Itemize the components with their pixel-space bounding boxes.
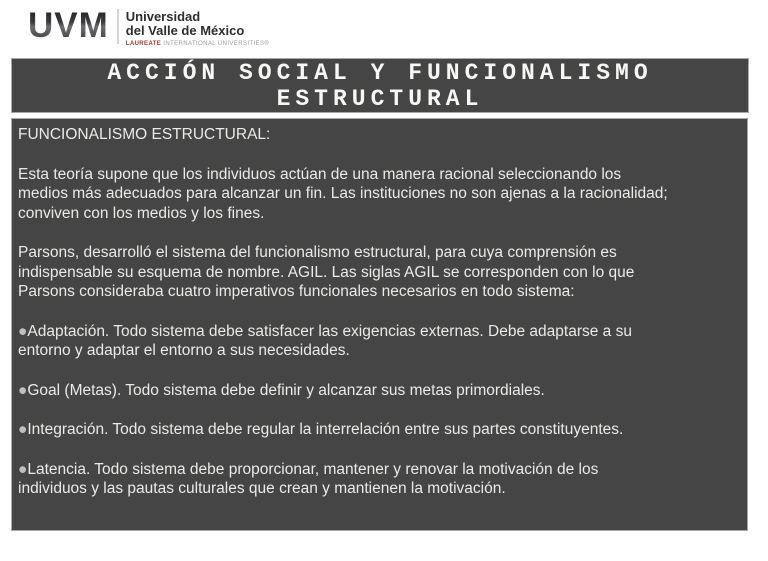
- university-name-line1: Universidad: [125, 9, 201, 24]
- uvm-logo-acronym: UVM: [28, 6, 109, 45]
- slide-title-bar: [11, 58, 749, 113]
- bullet-text: Adaptación. Todo sistema debe satisfacer las exigencias externas. Debe adaptarse a su: [27, 322, 632, 340]
- bullet-text: Latencia. Todo sistema debe proporcionar, mantener y renovar la motivación de los: [27, 460, 599, 478]
- slide-title-line2: ESTRUCTURAL: [276, 85, 484, 112]
- bullet-line: [18, 322, 739, 342]
- bullet-line: entorno y adaptar el entorno a sus necesidades.: [18, 342, 350, 359]
- bullet-text: Integración. Todo sistema debe regular la interrelación entre sus partes constituyentes.: [27, 421, 624, 438]
- bullet-line: [18, 381, 739, 401]
- paragraph-theory: [18, 165, 739, 224]
- text-line: conviven con los medios y los fines.: [18, 204, 265, 222]
- university-name-block: [126, 7, 269, 47]
- slide-title-line1: ACCIÓN SOCIAL Y FUNCIONALISMO: [107, 59, 653, 86]
- bullet-line: [18, 420, 739, 440]
- bullet-goal: [18, 381, 739, 401]
- laureate-tagline-rest: INTERNATIONAL UNIVERSITIES®: [161, 41, 270, 47]
- laureate-brand-text: LAUREATE: [125, 41, 162, 47]
- bullet-dot-icon: ●: [18, 421, 28, 438]
- university-name-line2: del Valle de México: [125, 23, 245, 38]
- paragraph-parsons: [18, 243, 739, 302]
- bullet-dot-icon: ●: [18, 460, 28, 478]
- text-line: indispensable su esquema de nombre. AGIL. Las siglas AGIL se corresponden con lo que: [18, 263, 635, 281]
- laureate-tagline: [126, 41, 269, 47]
- text-line: Parsons consideraba cuatro imperativos funcionales necesarios en todo sistema:: [18, 283, 575, 300]
- bullet-dot-icon: ●: [18, 322, 28, 340]
- bullet-line: individuos y las pautas culturales que crean y mantienen la motivación.: [18, 480, 506, 497]
- bullet-line: [18, 460, 739, 480]
- bullet-latencia: [18, 460, 739, 499]
- bullet-integracion: [18, 420, 739, 440]
- bullet-adaptacion: [18, 322, 739, 361]
- content-panel: [11, 118, 748, 531]
- uvm-logo: [28, 7, 269, 47]
- text-line: Parsons, desarrolló el sistema del funcionalismo estructural, para cuya comprensión es: [18, 244, 617, 261]
- logo-divider: [117, 9, 119, 44]
- section-heading: FUNCIONALISMO ESTRUCTURAL:: [18, 126, 271, 143]
- text-line: medios más adecuados para alcanzar un fin. Las instituciones no son ajenas a la racionalidad;: [18, 185, 668, 202]
- bullet-text: Goal (Metas). Todo sistema debe definir y alcanzar sus metas primordiales.: [27, 381, 545, 399]
- bullet-dot-icon: ●: [18, 381, 28, 399]
- text-line: Esta teoría supone que los individuos actúan de una manera racional seleccionando los: [18, 165, 622, 183]
